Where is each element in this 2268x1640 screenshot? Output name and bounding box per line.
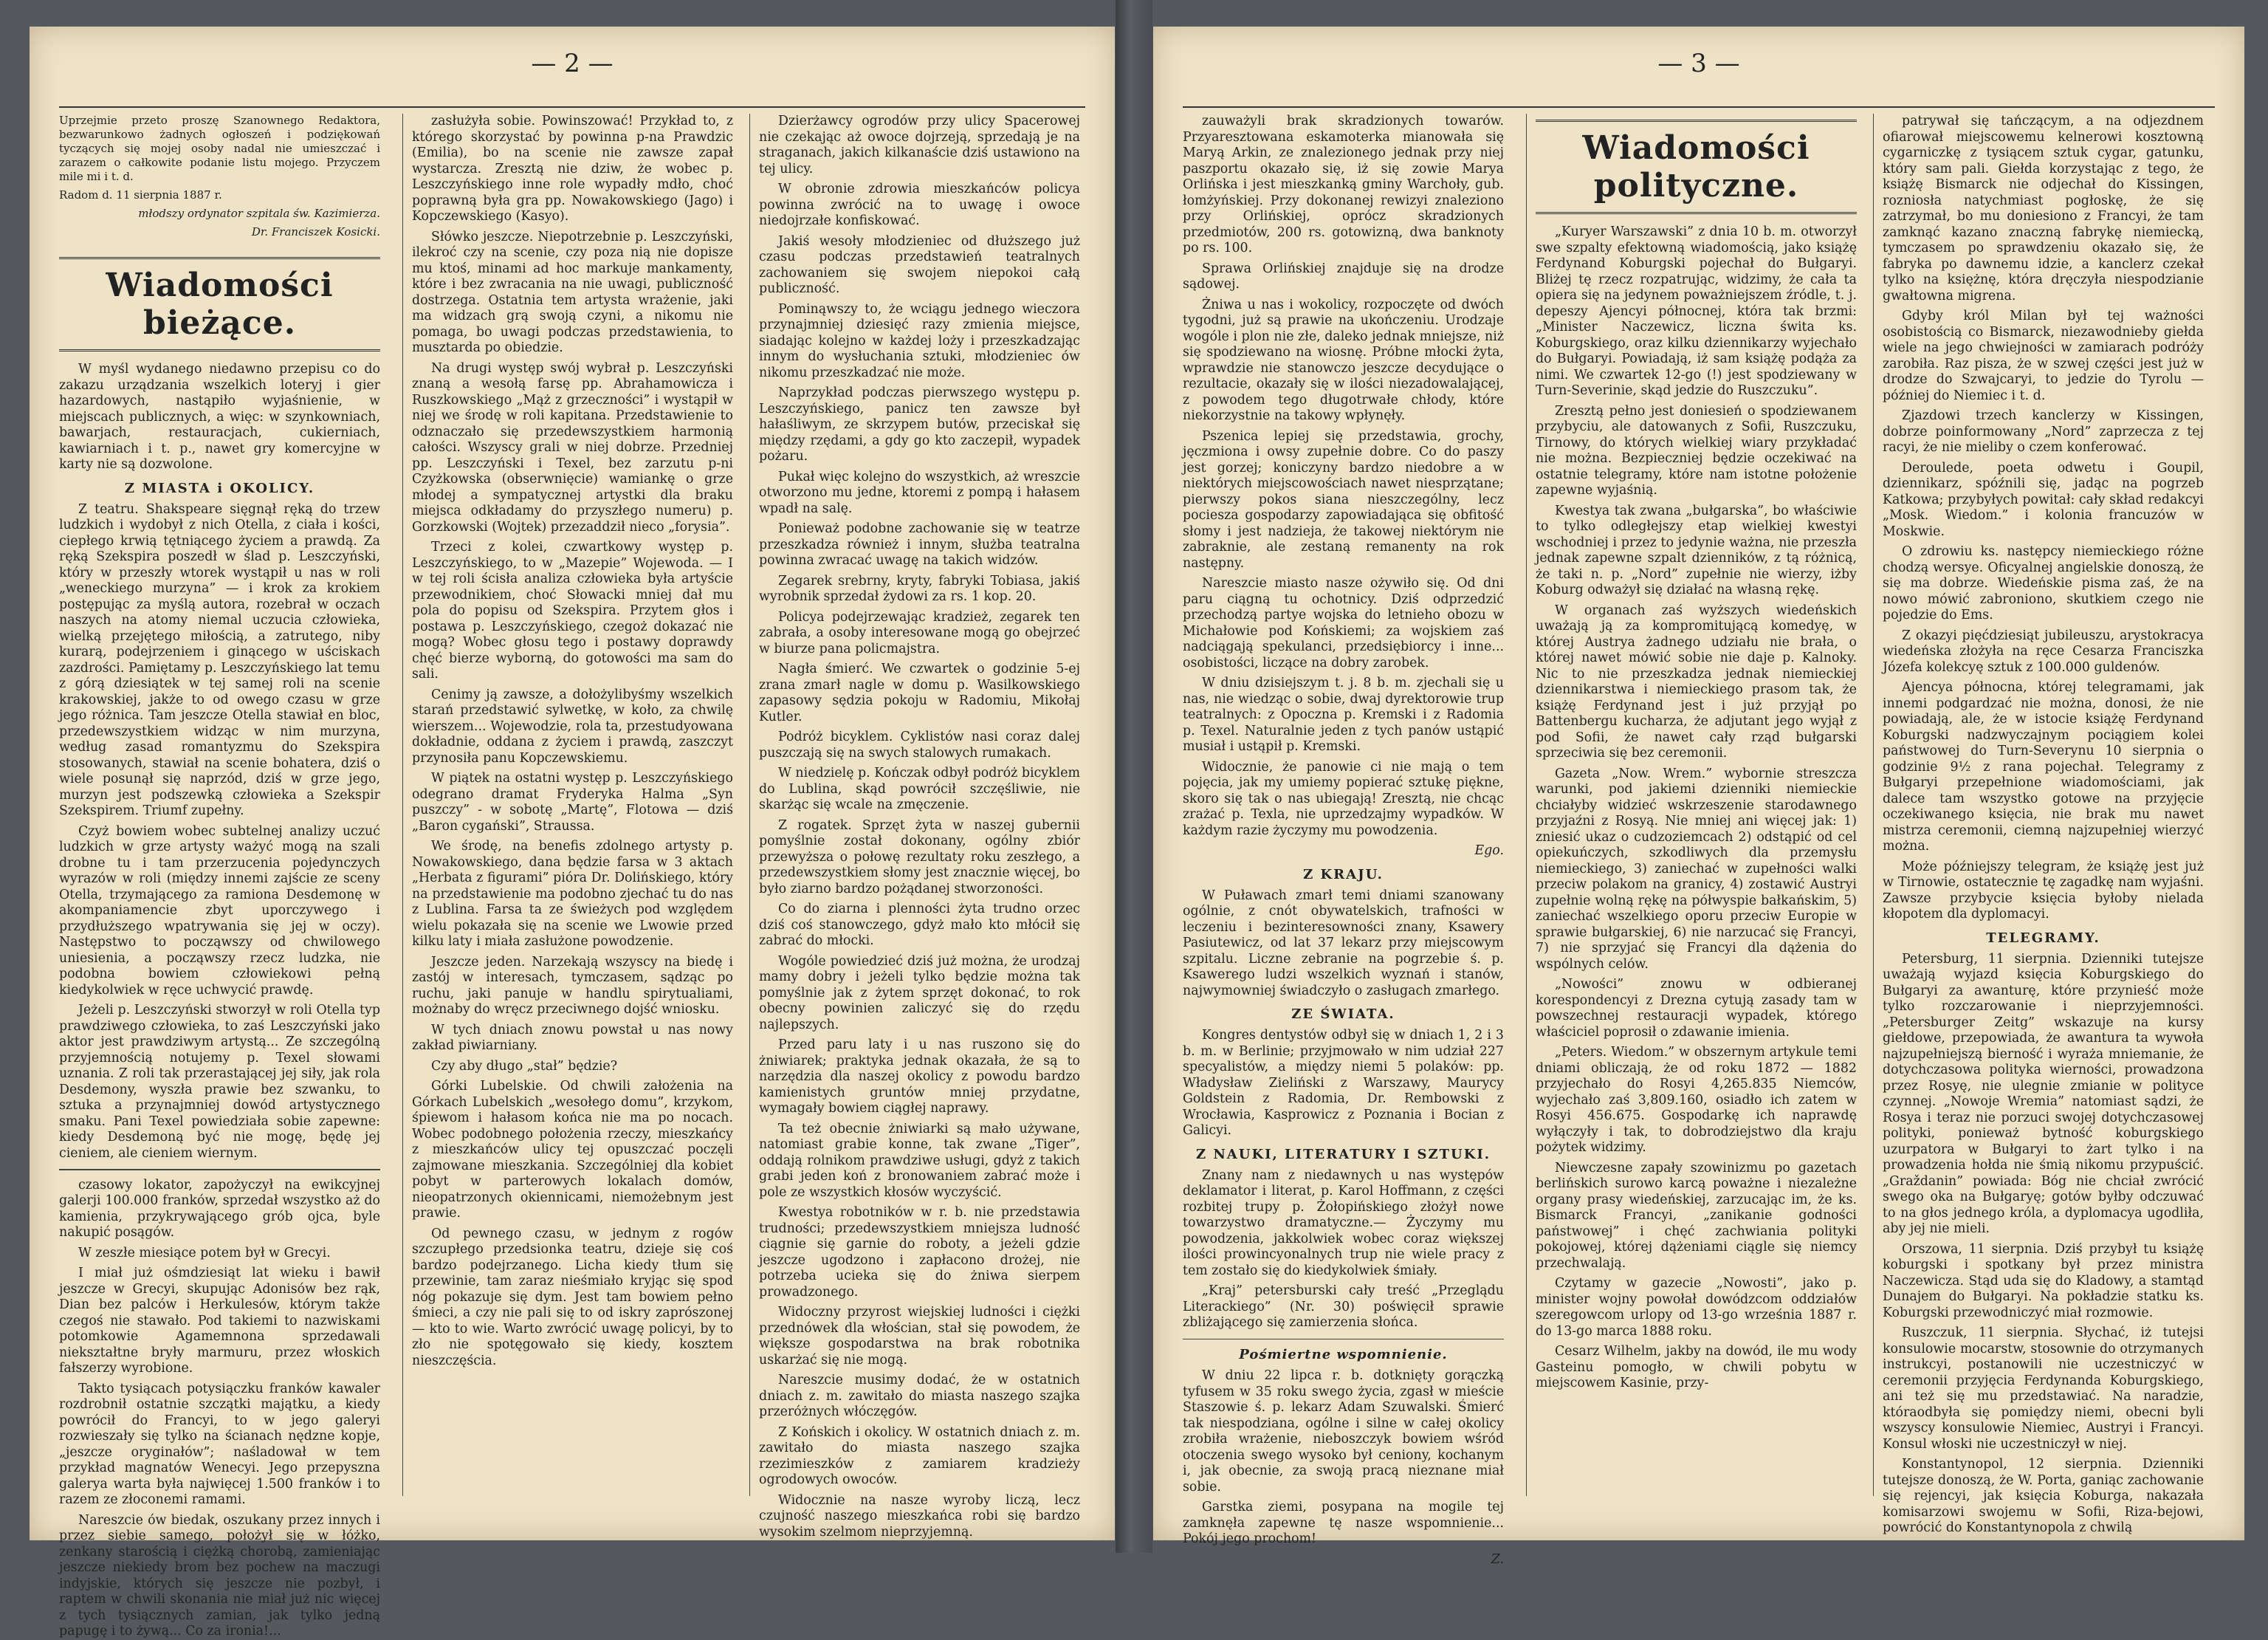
article-paragraph: Czyż bowiem wobec subtelnej analizy uczuć ludzkich w grze artysty ważyć mogą na szali drobne tu i tam przerzucenia pojedynczych wyrazów w roli (między innemi zajście ze sceny Otella, trzymającego za ramiona Desdemonę w akompaniamencie zbyt uporczywego i przydłuższego wpatrywania się jej w oczy). Następstwo to począwszy od chwilowego uniesienia, a począwszy rzecz ludzka, nie podobna bowiem człowiekowi pełną kiedykolwiek w ręce uchwycić prawdę. — [59, 823, 380, 998]
page-number: — 2 — — [531, 49, 614, 78]
article-paragraph: zasłużyła sobie. Powinszować! Przykład to, z którego skorzystać by powinna p-na Prawdzic (Emilia), bo na scenie nie zawsze zapał wystarcza. Zresztą nie dziw, że wobec p. Leszczyńskiego inne role wypadły mdło, choć poprawną była gra pp. Nowakowskiego (Jago) i Kopczewskiego (Kasyo). — [412, 114, 733, 224]
date-line: Radom d. 11 sierpnia 1887 r. — [59, 188, 222, 202]
column-1 — [59, 114, 380, 1639]
article-paragraph: Widocznie na nasze wyroby liczą, lecz czujność naszego mieszkańca robi się bardzo wysokim szelmom nieprzyjemną. — [759, 1492, 1080, 1540]
article-paragraph: Z okazyi pięćdziesiąt jubileuszu, arystokracya wiedeńska złożyła na ręce Cesarza Franciszka Józefa kolekcyę sztuk z 100.000 guldenów. — [1883, 628, 2204, 675]
article-paragraph: Nareszcie ów biedak, oszukany przez innych i przez siebie samego, położył się w łóżko, zenkany starością i ciężką chorobą, zamieniając jeszcze niekiedy brom bez pochew na maczugi indyjskie, których się jeszcze nie pozbył, i raptem w chwili skonania nie miał już nic więcej z tych tysiącznych zamian, jak tylko jedną papugę i to żywą... Co za ironia!... — [59, 1512, 380, 1639]
article-paragraph: Gdyby król Milan był tej ważności osobistością co Bismarck, niezawodnieby giełda wiele na jego chwiejności w zamiarach podróży zarobiła. Raz pisza, że w szwej części jest już w drodze do Szwajcaryi, to jedzie do Tyrolu — później do Niemiec i t. d. — [1883, 309, 2204, 403]
section-heading: Z MIASTA i OKOLICY. — [124, 480, 315, 496]
article-paragraph: Słówko jeszcze. Niepotrzebnie p. Leszczyński, ilekroć czy na scenie, czy poza nią nie dopisze mu ktoś, minami ad hoc markuje mankamenty, które i bez zwracania na nie uwagi, publiczność dostrzega. Ostatnia tem artysta wrażenie, jaki ma widzach grą swoją czyni, a nikomu nie pomaga, bo uwagi podczas przedstawienia, to musztarda po obiedzie. — [412, 229, 733, 355]
header-rule — [1183, 106, 2215, 108]
header-rule — [59, 106, 1085, 108]
article-paragraph: „Peters. Wiedom.” w obszernym artykule temi dniami obliczają, że od roku 1872 — 1882 przyjechało do Rosyi 4,265.835 Niemców, wyjechało zaś 3,809.160, osiadło ich zatem w Rosyi 456.675. Gospodarkę ich naprawdę wyłączyły i tak, to dobrodziejstwo dla kraju pożytek widzimy. — [1536, 1045, 1857, 1155]
article-paragraph: Naprzykład podczas pierwszego występu p. Leszczyńskiego, panicz ten zawsze był hałaśliwym, ze skrzypem butów, przeciskał się między rzędami, a gdy go kto zaczepił, wypadek pożaru. — [759, 385, 1080, 464]
article-paragraph: W myśl wydanego niedawno przepisu co do zakazu urządzania wszelkich loteryj i gier hazardowych, nastąpiło wyjaśnienie, w miejscach publicznych, a więc: w szynkowniach, bawarjach, restauracjach, cukierniach, kawiarniach i t. p., nawet gry komercyjne w karty nie są dozwolone. — [59, 362, 380, 472]
article-paragraph: Od pewnego czasu, w jednym z rogów szczupłego przedsionka teatru, dzieje się coś bardzo podejrzanego. Licha kiedy tłum się przewinie, tam zaraz nieśmiało kryjąc się spod nóg pokazuje się dym. Jest tam bowiem pełno śmieci, a czy nie pali się to od iskry zaprószonej — kto to wie. Warto zwrócić uwagę policyi, by to zło nie spotęgowało się kiedy, kosztem nieszczęścia. — [412, 1226, 733, 1368]
article-paragraph: W piątek na ostatni występ p. Leszczyńskiego odegrano dramat Fryderyka Halma „Syn puszczy” - w sobotę „Martę”, Flotowa — dziś „Baron cygański”, Straussa. — [412, 771, 733, 834]
article-paragraph: Garstka ziemi, posypana na mogile tej zamknęła zapewne tę nasze wspomnienie... Pokój jego prochom! — [1183, 1500, 1504, 1546]
article-paragraph: Żniwa u nas i wokolicy, rozpoczęte od dwóch tygodni, już są prawie na ukończeniu. Urodzaje wogóle i plon nie złe, daleko jednak mniejsze, niż się spodziewano na wiosnę. Próbne młocki żyta, wprawdzie nie stanowczo jeszcze decydujące o rezultacie, okazały się w ilości niezadowalającej, z powodem tego długotrwałe chłody, które niekorzystnie na takowy wpłynęły. — [1183, 297, 1504, 423]
article-paragraph: Zegarek srebrny, kryty, fabryki Tobiasa, jakiś wyrobnik sprzedał żydowi za rs. 1 kop. 20. — [759, 573, 1080, 604]
article-paragraph: Zjazdowi trzech kanclerzy w Kissingen, dobrze poinformowany „Nord” zaprzecza z tej racyi, że nie mieliby o czem konferować. — [1883, 408, 2204, 455]
article-paragraph: W organach zaś wyższych wiedeńskich uważają ją za kompromitującą komedyę, w której Austrya żadnego udziału nie brała, o której nawet mówić sobie nie daje p. Kalnoky. Nic to nie przeszkadza jednak niemieckiej dziennikarstwa i niemieckiego prasom tak, że książę Ferdynand jest i już przyjął po Battenbergu kucharza, że adjutant jego wyjął z pod Sofii, że nawet cały rząd bułgarski sprzeciwia się bez ceremonii. — [1536, 603, 1857, 761]
article-paragraph: Co do ziarna i plenności żyta trudno orzec dziś coś stanowczego, gdyż mało kto młócił się zabrać do młocki. — [759, 902, 1080, 948]
article-paragraph: Niewczesne zapały szowinizmu po gazetach berlińskich surowo karcą poważne i niezależne organy prasy wiedeńskiej, zarzucając im, że ks. Bismarck Francyi, „zanikanie godności państwowej” i chęć zachwiania polityki pokojowej, której dążeniami ciągle się niemcy przechwalają. — [1536, 1160, 1857, 1271]
article-paragraph: Nagła śmierć. We czwartek o godzinie 5-ej zrana zmarł nagle w domu p. Wasilkowskiego zapasowy sędzia pokoju w Radomiu, Mikołaj Kutler. — [759, 662, 1080, 724]
article-paragraph: W dniu 22 lipca r. b. dotknięty gorączką tyfusem w 35 roku swego życia, zgasł w mieście Staszowie ś. p. lekarz Adam Szuwalski. Śmierć tak niespodziana, ogólne i silne w całej okolicy zrobiła wrażenie, nieboszczyk bowiem wśród otoczenia swego wysoko był ceniony, kochanym i, jak obecnie, za swoją pracą nieznane miał sobie. — [1183, 1368, 1504, 1495]
article-paragraph: Widoczny przyrost wiejskiej ludności i ciężki przednówek dla włościan, stał się powodem, że większe gospodarstwa na brak robotnika uskarżać się nie mogą. — [759, 1305, 1080, 1368]
article-paragraph: Może późniejszy telegram, że książę jest już w Tirnowie, ostatecznie tę zagadkę nam wyjaśni. Zawsze przybycie księcia byłoby nielada kłopotem dla dyplomacyi. — [1883, 859, 2204, 922]
article-paragraph: We środę, na benefis zdolnego artysty p. Nowakowskiego, dana będzie farsa w 3 aktach „Herbata z figurami” pióra Dr. Dolińskiego, który na przedstawienie ma podobno zjechać tu do nas z Lublina. Farsa ta ze świeżych pod względem wielu pokazała się na scenie we Lwowie przed kilku laty i miała zasłużone powodzenie. — [412, 839, 733, 949]
article-paragraph: Kongres dentystów odbył się w dniach 1, 2 i 3 b. m. w Berlinie; przyjmowało w nim udział 227 specyalistów, a między niemi 5 polaków: pp. Władysław Zieliński z Warszawy, Maurycy Goldstein z Radomia, Dr. Rembowski z Wrocławia, Kasprowicz z Poznania i Bocian z Galicyi. — [1183, 1028, 1504, 1138]
article-paragraph: Kwestya robotników w r. b. nie przedstawia trudności; przedewszystkiem mniejsza ludność ciągnie się garnie do roboty, a jeżeli gdzie jeszcze ugodzono i zapłacono drożej, nie potrzeba ucieka się do żniwa sierpem prowadzonego. — [759, 1205, 1080, 1300]
article-paragraph: O zdrowiu ks. następcy niemieckiego różne chodzą wersye. Oficyalnej angielskie donoszą, że się ma dobrze. Wiedeńskie pisma zaś, że na nowo mówić zabroniono, skutkiem czego nie pojedzie do Ems. — [1883, 544, 2204, 622]
article-paragraph: Podróż bicyklem. Cyklistów nasi coraz dalej puszczają się na swych stalowych rumakach. — [759, 730, 1080, 761]
article-paragraph: Jeszcze jeden. Narzekają wszyscy na biedę i zastój w interesach, tymczasem, sądząc po ruchu, jaki panuje w handlu spirytualiami, możnaby do wręcz przeciwnego dojść wniosku. — [412, 954, 733, 1017]
column-2 — [402, 114, 733, 1496]
article-paragraph: Ruszczuk, 11 sierpnia. Słychać, iż tutejsi konsulowie mocarstw, stosownie do otrzymanych instrukcyi, postanowili nie uczestniczyć w ceremonii przyjęcia Ferdynanda Koburgskiego, ani też się mu przedstawiać. Na naradzie, któraodbyła się pomiędzy niemi, obecni byli wszyscy konsulowie Niemiec, Austryi i Francyi. Konsul włoski nie uczestniczył w niej. — [1883, 1325, 2204, 1452]
article-paragraph: Przed paru laty i u nas ruszono się do żniwiarek; praktyka jednak okazała, że są to narzędzia dla naszej okolicy z powodu bardzo kamienistych gruntów mniej przydatne, wymagały bowiem ciągłej naprawy. — [759, 1037, 1080, 1116]
section-masthead: Wiadomości polityczne. — [1536, 120, 1857, 214]
article-paragraph: Czy aby długo „stał” będzie? — [431, 1058, 618, 1074]
article-paragraph: Ta też obecnie żniwiarki są mało używane, natomiast grabie konne, tak zwane „Tiger”, oddają rolnikom prawdziwe usługi, gdyż z takich grabi jeden koń z bronowaniem zabrać może i pole ze wszystkich kłosów wyczyścić. — [759, 1121, 1080, 1200]
article-paragraph: Ajencya północna, której telegramami, jak innemi podgardzać nie można, donosi, że nie powiadają, ale, że w istocie książę Ferdynand Koburgski nadzwyczajnym pociągiem kolei państwowej do Turn-Severynu 10 sierpnia o godzinie 9½ z rana pojechał. Telegramy z Bułgaryi przepełnione wiadomościami, jak dalece tam wszystko gotowe na przyjęcie oczekiwanego księcia, nie brak mu nawet mistrza ceremonii, ciemną najzupełniej wierzyć można. — [1883, 680, 2204, 854]
page-number: — 3 — — [1657, 49, 1740, 78]
right-page — [1153, 27, 2244, 1567]
section-masthead: Wiadomości bieżące. — [59, 257, 380, 351]
article-paragraph: Nareszcie miasto nasze ożywiło się. Od dni paru ciągną tu ochotnicy. Dziś odprzedzić przechodzą partye wojska do letnieho obozu w Michałowie pod Końskiemi; za wojskiem zaś nadciągają spekulanci, przedsiębiorcy i inne... osobistości, liczące na dobry zarobek. — [1183, 576, 1504, 670]
section-heading: ZE ŚWIATA. — [1291, 1006, 1395, 1022]
article-paragraph: Wogóle powiedzieć dziś już można, że urodzaj mamy dobry i jeżeli tylko będzie można tak pomyślnie jak z żytem sprzęt dokonać, to rok obecny powinien zaliczyć się do rzędu najlepszych. — [759, 953, 1080, 1032]
column-2 — [1526, 114, 1857, 1496]
article-paragraph: Gazeta „Now. Wrem.” wybornie streszcza warunki, pod jakiemi dzienniki niemieckie chciałyby widzieć wskrzeszenie starodawnego przyjaźni z Rosyą. Nie mniej ani więcej jak: 1) zniesić ukaz o cudzoziemcach 2) odstąpić od cel opiekuńczych, szkodliwych dla przemysłu niemieckiego, 3) zaniechać w zupełności walki przeciw polakom na granicy, 4) zostawić Austryi zupełnie wolną rękę na półwyspie bałkańskim, 5) zaniechać wszelkiego oporu przeciw Europie w sprawie bułgarskiej, 6) nie narzucać się Francyi, 7) nie sprzyjać się Francyi dla dążenia do wspólnych celów. — [1536, 766, 1857, 972]
signature: Dr. Franciszek Kosicki. — [251, 225, 380, 239]
article-paragraph: W Puławach zmarł temi dniami szanowany ogólnie, z cnót obywatelskich, trafności w leczeniu i bezinteresowności znany, Ksawery Pasiutewicz, od lat 37 lekarz przy miejscowym szpitalu. Liczne zebranie na pogrzebie ś. p. Ksawerego ludzi wszelkich wyznań i stanów, najwymowniej świadczyło o zasługach zmarłego. — [1183, 888, 1504, 998]
article-paragraph: Dzierżawcy ogrodów przy ulicy Spacerowej nie czekając aż owoce dojrzeją, sprzedają je na straganach, jakich kilkanaście dziś ustawiono na tej ulicy. — [759, 114, 1080, 176]
article-paragraph: Jakiś wesoły młodzieniec od dłuższego już czasu podczas przedstawień teatralnych zachowaniem się swojem niepokoi całą publiczność. — [759, 233, 1080, 296]
article-paragraph: W dniu dzisiejszym t. j. 8 b. m. zjechali się u nas, nie wiedząc o sobie, dwaj dyrektorowie trup teatralnych: z Opoczna p. Kremski i z Radomia p. Texel. Naturalnie jeden z tych panów ustąpić musiał i ustąpił p. Kremski. — [1183, 676, 1504, 754]
signature: Z. — [1491, 1551, 1504, 1567]
article-paragraph: Deroulede, poeta odwetu i Goupil, dziennikarz, spóźnili się, jadąc na pogrzeb Katkowa; przybyłych powitał: cały skład redakcyi „Mosk. Wiedom.” i kolonia francuzów w Moskwie. — [1883, 460, 2204, 539]
article-paragraph: Policya podejrzewając kradzież, zegarek ten zabrała, a osoby interesowane mogą go obejrzeć w biurze pana policmajstra. — [759, 609, 1080, 656]
section-heading: TELEGRAMY. — [1986, 930, 2100, 946]
article-paragraph: Kwestya tak zwana „bułgarska”, bo właściwie to tylko odległejszy etap wielkiej kwestyi wschodniej i przez to jedynie ważna, nie przeszła jednak zapewne szpalt dzienników, z tą różnicą, że taki n. p. „Nord” zupełnie nie wierzy, iżby Koburg odważył się działać na własną rękę. — [1536, 503, 1857, 597]
article-paragraph: Znany nam z niedawnych u nas występów deklamator i literat, p. Karol Hoffmann, z części rozbitej trupy p. Żołopińskiego złożył nowe towarzystwo dramatyczne.— Życzymy mu powodzenia, jakkolwiek wobec coraz większej ilości prowincyonalnych trup nie wiele pracy z tem zostało się do kiedykolwiek śmiały. — [1183, 1167, 1504, 1278]
article-paragraph: Górki Lubelskie. Od chwili założenia na Górkach Lubelskich „wesołego domu”, krzykom, śpiewom i hałasom końca nie ma po nocach. Wobec podobnego położenia rzeczy, mieszkańcy z mieszkańców ulicy tej opuszczać poczęli zajmowane mieszkania. Szczególniej dla kobiet pobyt w parterowych lokalach domów, nieopatrzonych okiennicami, niemożebnym jest prawie. — [412, 1079, 733, 1221]
divider — [59, 1169, 380, 1170]
article-paragraph: Z Końskich i okolicy. W ostatnich dniach z. m. zawitało do miasta naszego szajka rzezimieszków z zamiarem kradzieży ogrodowych owoców. — [759, 1424, 1080, 1487]
article-paragraph: Orszowa, 11 sierpnia. Dziś przybył tu książę koburgski i spotkany był przez ministra Naczewicza. Stąd uda się do Kladowy, a stamtąd Dunajem do Bułgaryi. Na pokładzie statku ks. Koburgski przewodniczyć miał rozmowie. — [1883, 1241, 2204, 1320]
section-heading: Pośmiertne wspomnienie. — [1239, 1347, 1448, 1362]
article-paragraph: Nareszcie musimy dodać, że w ostatnich dniach z. m. zawitało do miasta naszego szajka przeróżnych włóczęgów. — [759, 1373, 1080, 1419]
article-paragraph: Pominąwszy to, że wciągu jednego wieczora przynajmniej dziesięć razy zmienia miejsce, siadając kolejno w każdej loży i przeszkadzając innym do wysłuchania sztuki, młodzieniec ów nikomu przeszkadzać nie może. — [759, 301, 1080, 380]
article-paragraph: W niedzielę p. Kończak odbył podróż bicyklem do Lublina, skąd powrócił szczęśliwie, nie skarżąc się wcale na zmęczenie. — [759, 766, 1080, 812]
article-paragraph: Z teatru. Shakspeare sięgnął ręką do trzew ludzkich i wydobył z nich Otella, z ciała i kości, ciepłego krwią tętniącego życiem a prawdą. Za ręką Szekspira poszedł w ślad p. Leszczyński, który w przeszły wtorek wystąpił u nas w roli „weneckiego murzyna” — i krok za krokiem postępując za myślą autora, rozebrał w oczach naszych na atomy niemal uczucia człowieka, wielką przejętego miłością, a zatrutego, niby kurarą, podejrzeniem i ginącego w uściskach zazdrości. Pamiętamy p. Leszczyńskiego lat temu z górą dziesiątek w tej samej roli na scenie krakowskiej, jakże to od owego czasu w grze jego różnica. Tam jeszcze Otella stawiał en bloc, przedewszystkiem widząc w nim murzyna, według zasad romantyzmu do Szekspira stosowanych, stawiał na scenie bohatera, dziś o wiele posunął się naprzód, dziś w grze jego, murzyn jest podszewką człowieka a Szekspir Szekspirem. Triumf zupełny. — [59, 501, 380, 818]
article-paragraph: Widocznie, że panowie ci nie mają o tem pojęcia, jak my umiemy popierać sztukę piękne, skoro się tak o nas ubiegają! Zresztą, nie chcąc zrażać p. Texla, nie uprzedzajmy wypadków. W każdym razie życzymy mu powodzenia. — [1183, 759, 1504, 838]
article-paragraph: Pszenica lepiej się przedstawia, grochy, jęczmiona i owsy zupełnie dobre. Co do paszy jest gorzej; koniczyny bardzo niedobre a w niektórych miejscowościach nawet niesprzątane; pierwszy pokos siana nieszczególny, lecz pociesza gospodarzy zapowiadająca się obfitość słomy i jest nadzieja, że takowej niektórym nie zabraknie, ale zestaną remanenty na rok następny. — [1183, 428, 1504, 571]
column-3 — [1873, 114, 2204, 1535]
article-paragraph: Petersburg, 11 sierpnia. Dzienniki tutejsze uważają wyjazd księcia Koburgskiego do Bułgaryi za awanturę, które przynieść może tylko rozczarowanie i nieprzyjemności. „Petersburger Zeitg” wskazuje na kursy giełdowe, przepowiada, że awantura ta wywoła najzupełniejszą bierność i wyraża mniemanie, że dotychczasowa polityka wierności, prowadzona przez Rosyę, nie ulegnie zmianie w polityce czynnej. „Nowoje Wremia” natomiast sądzi, że Rosya i teraz nie porzuci swojej dotychczasowej polityki, ponieważ bytność koburgskiego uzurpatora w Bułgaryi to żart tylko i na prowadzenia hołda nie śmią nikomu przypuścić. „Graždanin” powiada: Bóg nie chciał zwrócić swego oka na Bułgaryę; gotów byłby odczuwać to na głos jednego króla, a dyplomacya ugodliła, aby jej nie mieli. — [1883, 951, 2204, 1236]
article-paragraph: Na drugi występ swój wybrał p. Leszczyński znaną a wesołą farsę pp. Abrahamowicza i Ruszkowskiego „Mąż z grzeczności” i wystąpił w niej we środę w roli kapitana. Przedstawienie to odznaczało się przedewszystkiem harmonią całości. Wszyscy grali w niej dobrze. Przedniej pp. Leszczyński i Texel, bez zarzutu p-ni Czyżkowska (obserwnięcie) wamiankę o grze młodej a sympatycznej artystki dla braku miejsca odkładamy do przyszłego numeru) p. Gorzkowski (Wojtek) przezaddził nieco „forysia”. — [412, 360, 733, 535]
article-paragraph: patrywał się tańczącym, a na odjezdnem ofiarował miejscowemu kelnerowi kosztowną cygarniczkę z tysiącem sztuk cygar, gatunku, który sam pali. Giełda korzystając z tego, że książę Bismarck nie odjechał do Kissingen, rozniosła natychmiast pogłoskę, że się zatrzymał, bo mu doniesiono z Francyi, że tam zamknąć kazano znaczną fabrykę niemiecką, tymczasem po sprawdzeniu okazało się, że fabryka po dawnemu idzie, a kanclerz czekał tylko na księżnę, która dręczyła niespodzianie gwałtowna migrena. — [1883, 114, 2204, 303]
article-paragraph: W obronie zdrowia mieszkańców policya powinna zwrócić na to uwagę i owoce niedojrzałe konfiskować. — [759, 182, 1080, 228]
letter-text: Uprzejmie przeto proszę Szanownego Redaktora, bezwarunkowo żadnych ogłoszeń i podziękowań tyczących się mojej osoby nadal nie umieszczać i zarazem o całkowite podanie listu mojego. Przyczem mile mi i t. d. — [59, 114, 380, 183]
section-heading: Z NAUKI, LITERATURY I SZTUKI. — [1195, 1146, 1491, 1162]
section-heading: Z KRAJU. — [1303, 866, 1384, 882]
article-paragraph: „Kuryer Warszawski” z dnia 10 b. m. otworzył swe szpalty efektowną wiadomością, jako książę Ferdynand Koburgski pojechał do Bułgaryi. Bliżej tę rzecz rozpatrując, widzimy, że cała ta opiera się na jedynem poważniejszem źródle, t. j. depeszy Ajencyi północnej, która tak brzmi: „Minister Naczewicz, liczna świta ks. Koburgskiego, oraz kilku dziennikarzy wyjechało do Bułgaryi. Powiadają, iż sam książę podąża za nimi. We czwartek 12-go (!) jest spodziewany w Turn-Severinie, skąd jedzie do Ruszczuku”. — [1536, 224, 1857, 398]
article-paragraph: I miał już ośmdziesiąt lat wieku i bawił jeszcze w Grecyi, skupując Adonisów bez rąk, Dian bez palców i Herkulesów, którym także czegoś nie stawało. Pod takiemi to nazwiskami potomkowie Agamemnona sprzedawali niekształtne bryły marmuru, przez włoskich fałszerzy wyrobione. — [59, 1266, 380, 1376]
article-paragraph: zauważyli brak skradzionych towarów. Przyaresztowana eskamoterka mianowała się Maryą Arkin, ze znalezionego jednak przy niej paszportu okazało się, iż się zowie Marya Orlińska i jest mieszkanką gminy Warchoły, gub. łomżyńskiej. Przy dokonanej rewizyi znaleziono przy Orlińskiej, oprócz skradzionych przedmiotów, 200 rs. gotowizną, dwa banknoty po rs. 100. — [1183, 114, 1504, 255]
article-paragraph: Trzeci z kolei, czwartkowy występ p. Leszczyńskiego, to w „Mazepie” Wojewoda. — I w tej roli ścisła analiza człowieka była artyście przewodnikiem, choć Słowacki mniej dał mu pola do popisu od Szekspira. Przytem głos i postawa p. Leszczyńskiego, czegoż dokazać nie mogą? Wobec głosu tego i postawy doprawdy chęć bierze wyborną, do gotowości ma sam do sali. — [412, 540, 733, 682]
article-paragraph: „Kraj” petersburski cały treść „Przeglądu Literackiego” (Nr. 30) poświęcił sprawie zbliżającego się zamierzenia słońca. — [1183, 1283, 1504, 1330]
column-3 — [749, 114, 1080, 1540]
article-paragraph: W zeszłe miesiące potem był w Grecyi. — [78, 1245, 331, 1260]
book-spine — [1116, 0, 1152, 1553]
article-paragraph: Z rogatek. Sprzęt żyta w naszej gubernii pomyślnie został dokonany, ogólny zbiór przewyższa o połowę rezultaty roku zeszłego, a przedewszystkiem słomy jest znacznie więcej, bo było ziarno bardzo pożądanej stworzoności. — [759, 817, 1080, 896]
divider — [1183, 1339, 1504, 1340]
article-paragraph: „Nowości” znowu w odbieranej korespondencyi z Drezna cytują zasady tam w powszechnej restauracji wypadek, którego właściciel poprosił o zdawanie imienia. — [1536, 977, 1857, 1040]
article-paragraph: Cesarz Wilhelm, jakby na dowód, ile mu wody Gasteinu pomogło, w chwili pobytu w miejscowem Kasinie, przy- — [1536, 1344, 1857, 1390]
left-page — [30, 27, 1115, 1639]
article-paragraph: Jeżeli p. Leszczyński stworzył w roli Otella typ prawdziwego człowieka, to zaś Leszczyński jako aktor jest prawdziwym artystą... Ze szczególną przyjemnością notujemy p. Texel słowami uznania. Z roli tak przerastającej jej siły, jak rola Desdemony, wyszła prawie bez szwanku, to sztuka a przynajmniej dowód artystycznego smaku. Pani Texel powiedziała sobie zapewne: kiedy Desdemoną być nie mogę, będę jej cieniem, ale cieniem wiernym. — [59, 1003, 380, 1161]
article-paragraph: Sprawa Orlińskiej znajduje się na drodze sądowej. — [1183, 261, 1504, 292]
signature: Ego. — [1474, 843, 1504, 858]
article-paragraph: Pukał więc kolejno do wszystkich, aż wreszcie otworzono mu jedne, ktoremi z pompą i hałasem wpadł na salę. — [759, 469, 1080, 516]
column-1 — [1183, 114, 1504, 1567]
article-paragraph: czasowy lokator, zapożyczył na ewikcyjnej galerji 100.000 franków, sprzedał wszystko aż do kamienia, przykrywającego grób ojca, byle nakupić posągów. — [59, 1177, 380, 1240]
article-paragraph: Czytamy w gazecie „Nowosti”, jako p. minister wojny powołał dowódzcom oddziałów szeregowcom urlopy od 13-go września 1887 r. do 13-go marca 1888 roku. — [1536, 1276, 1857, 1339]
article-paragraph: W tych dniach znowu powstał u nas nowy zakład piwiarniany. — [412, 1022, 733, 1053]
article-paragraph: Zresztą pełno jest doniesień o spodziewanem przybyciu, ale datowanych z Sofii, Ruszczuku, Tirnowy, do których wielkiej wiary przykładać nie można. Bezpieczniej będzie oczekiwać na ostatnie telegramy, które nam istotne położenie zapewne wyjaśnią. — [1536, 403, 1857, 498]
signature-title: młodszy ordynator szpitala św. Kazimierza. — [138, 207, 380, 220]
article-paragraph: Konstantynopol, 12 sierpnia. Dzienniki tutejsze donoszą, że W. Porta, ganiąc zachowanie się rejencyi, jak księcia Koburga, nakazała komisarzowi swojemu w Sofii, Riza-bejowi, powrócić do Konstantynopola z chwilą — [1883, 1457, 2204, 1535]
article-paragraph: Ponieważ podobne zachowanie się w teatrze przeszkadza również i innym, służba teatralna powinna zwracać uwagę na takich widzów. — [759, 521, 1080, 568]
article-paragraph: Takto tysiącach potysiączku franków kawaler rozdrobnił ostatnie szczątki majątku, a kiedy powrócił do Francyi, to w jego galeryi rozwieszały się tylko na ścianach nędzne kopje, „jeszcze oryginałów”; naśladował w tem przykład magnatów Wenecyi. Jego przepyszna galerya warta była najwięcej 1.500 franków i to razem ze złoconemi ramami. — [59, 1381, 380, 1507]
article-paragraph: Cenimy ją zawsze, a dołożylibyśmy wszelkich starań przedstawić sylwetkę, w koło, za chwilę wierszem... Wojewodzie, rola ta, przestudyowana dokładnie, oddana z życiem i prawdą, zaszczyt przynosiła panu Kopczewskiemu. — [412, 687, 733, 766]
